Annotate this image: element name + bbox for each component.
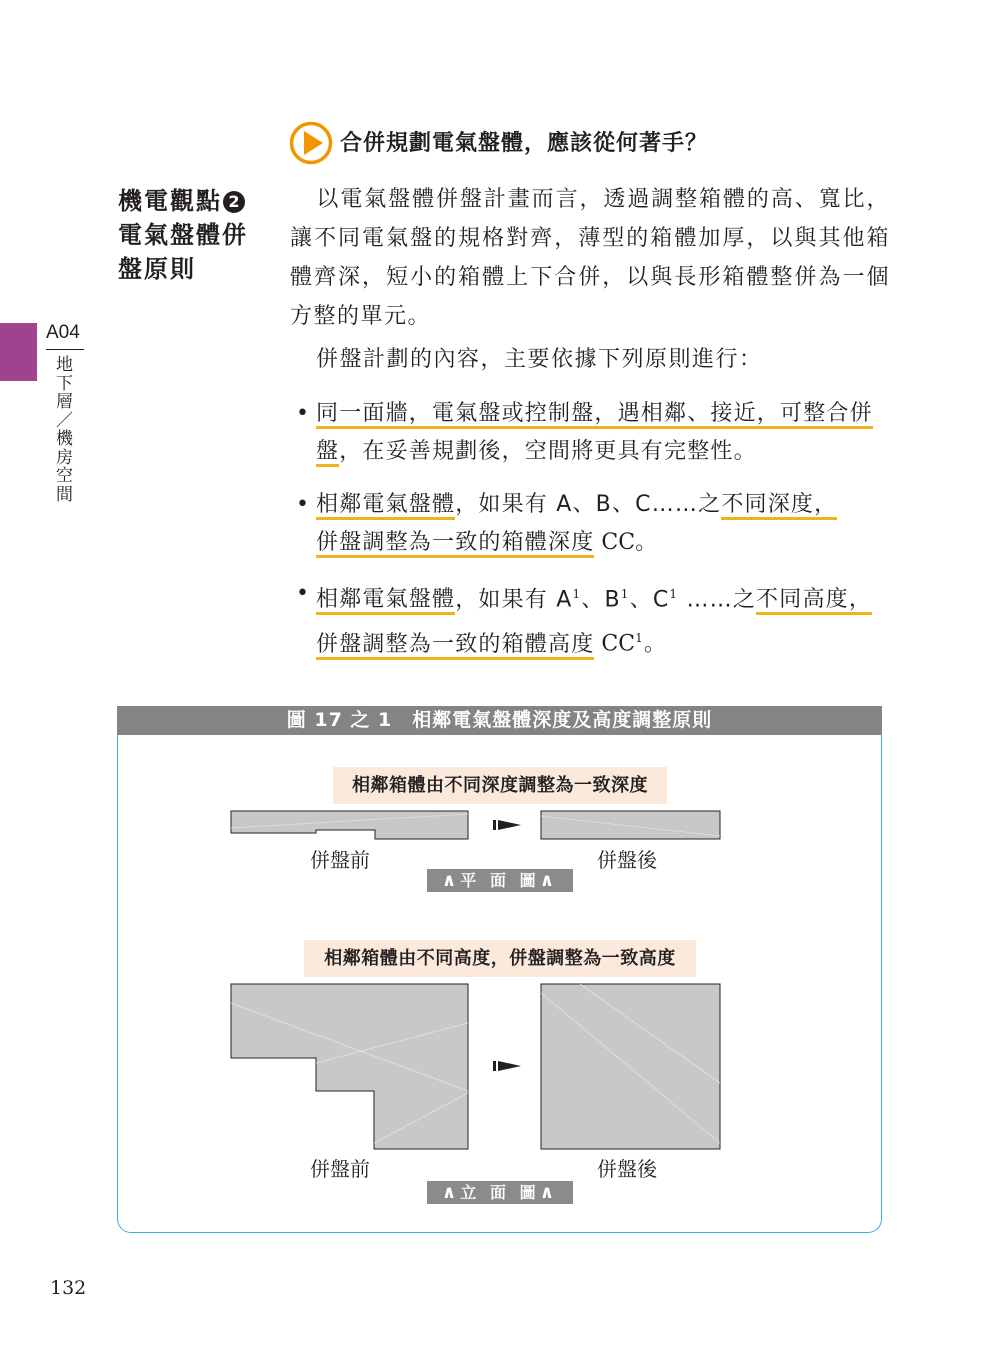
elevation-view-text: 立 面 圖 — [460, 1183, 540, 1202]
bullet-text: CC — [594, 631, 636, 657]
bullet-text: CC。 — [594, 530, 658, 555]
height-section-label: 相鄰箱體由不同高度，併盤調整為一致高度 — [304, 940, 696, 977]
side-title — [118, 184, 258, 286]
depth-section-label: 相鄰箱體由不同深度調整為一致深度 — [333, 767, 667, 804]
bullet-text: 。 — [643, 631, 668, 657]
side-title-line3: 盤原則 — [118, 255, 196, 283]
bullet-dot: • — [296, 492, 311, 517]
arrow-right-icon — [493, 1061, 521, 1071]
caret-up-icon: ∧ — [539, 870, 559, 891]
bullet-text: 、C — [629, 587, 670, 613]
page-number: 132 — [50, 1277, 87, 1299]
chapter-tab-bar — [0, 323, 37, 381]
chapter-divider — [46, 349, 84, 350]
bullet-dot: • — [296, 581, 311, 606]
highlight-text: 併盤調整為一致的箱體深度 — [316, 530, 594, 558]
principles-intro: 併盤計劃的內容，主要依據下列原則進行： — [316, 347, 763, 372]
after-caption: 併盤後 — [597, 848, 657, 872]
elevation-before-shape — [231, 984, 468, 1149]
bullet-item-3 — [296, 575, 892, 664]
side-title-line1: 機電觀點 — [118, 187, 222, 215]
intro-paragraph — [290, 180, 890, 336]
superscript: 1 — [635, 631, 644, 646]
caret-up-icon: ∧ — [441, 1182, 461, 1203]
chapter-label: 地下層／機房空間 — [56, 355, 73, 505]
highlight-text: 同一面牆，電氣盤或控制盤，遇相鄰、接近，可整合併盤 — [316, 401, 873, 467]
bullet-text: ，如果有 A、B、C……之 — [455, 492, 722, 517]
highlight-text: 不同深度， — [721, 492, 837, 520]
highlight-text: 併盤調整為一致的箱體高度 — [316, 632, 594, 660]
chapter-code: A04 — [46, 322, 80, 343]
plan-view-label — [427, 869, 573, 892]
elevation-view-label — [427, 1181, 573, 1204]
before-caption: 併盤前 — [310, 848, 370, 872]
plan-before-shape — [231, 811, 468, 839]
plan-view-text: 平 面 圖 — [460, 871, 540, 890]
bullet-dot: • — [296, 401, 311, 426]
elevation-after-shape — [541, 984, 720, 1149]
highlight-text: 相鄰電氣盤體 — [316, 587, 455, 615]
before-caption: 併盤前 — [310, 1157, 370, 1181]
bullet-item-2 — [296, 486, 892, 562]
highlight-text: 不同高度， — [756, 587, 872, 615]
side-title-line2: 電氣盤體併 — [118, 221, 248, 249]
plan-view-diagram — [230, 810, 722, 842]
number-badge: 2 — [223, 191, 245, 213]
bullet-text: 、B — [581, 587, 621, 613]
bullet-item-1 — [296, 395, 892, 471]
caret-up-icon: ∧ — [539, 1182, 559, 1203]
arrow-right-icon — [493, 820, 521, 830]
superscript: 1 — [572, 587, 582, 601]
section-heading: 合併規劃電氣盤體，應該從何著手？ — [340, 131, 709, 156]
superscript: 1 — [620, 587, 630, 601]
bullet-text: ，在妥善規劃後，空間將更具有完整性。 — [339, 439, 757, 464]
bullet-text: ，如果有 A — [455, 587, 573, 613]
figure-title: 圖 17 之 1 相鄰電氣盤體深度及高度調整原則 — [117, 706, 882, 735]
superscript: 1 — [669, 587, 679, 601]
intro-paragraph-text: 以電氣盤體併盤計畫而言，透過調整箱體的高、寬比，讓不同電氣盤的規格對齊，薄型的箱體加厚，以與其他箱體齊深，短小的箱體上下合併，以與長形箱體整併為一個方整的單元。 — [290, 187, 890, 329]
plan-after-shape — [541, 811, 720, 839]
elevation-view-diagram — [230, 983, 722, 1151]
play-circle-icon — [289, 121, 333, 165]
bullet-text: ……之 — [678, 587, 757, 613]
after-caption: 併盤後 — [597, 1157, 657, 1181]
highlight-text: 相鄰電氣盤體 — [316, 492, 455, 520]
caret-up-icon: ∧ — [441, 870, 461, 891]
